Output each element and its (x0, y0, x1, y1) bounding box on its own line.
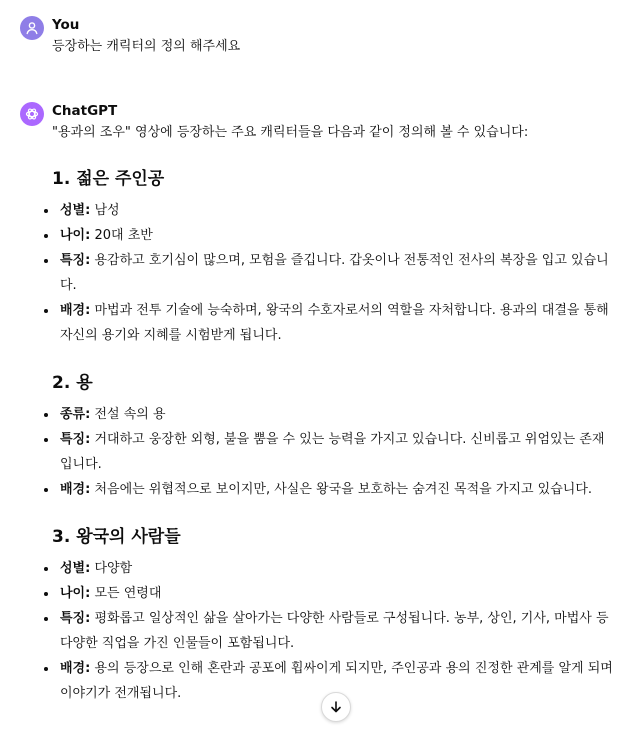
scroll-to-bottom-button[interactable] (321, 692, 351, 722)
arrow-down-icon (329, 700, 343, 714)
attribute-key: 특징: (60, 253, 91, 268)
user-message-text: 등장하는 캐릭터의 정의 해주세요 (52, 39, 241, 54)
user-avatar (20, 16, 44, 40)
assistant-author-name: ChatGPT (52, 103, 118, 119)
attribute-value: 평화롭고 일상적인 삶을 살아가는 다양한 사람들로 구성됩니다. 농부, 상인, 기사, 마법사 등 다양한 직업을 가진 인물들이 포함됩니다. (60, 611, 609, 651)
list-item (52, 248, 614, 298)
assistant-avatar (20, 102, 44, 126)
list-item (52, 198, 614, 223)
attribute-value: 남성 (90, 203, 120, 218)
attribute-key: 특징: (60, 432, 91, 447)
section-heading: 1. 젊은 주인공 (52, 169, 165, 189)
attribute-value: 20대 초반 (90, 228, 153, 243)
assistant-message (20, 102, 614, 732)
attribute-value: 전설 속의 용 (90, 407, 166, 422)
openai-logo-icon (24, 106, 40, 122)
attribute-value: 처음에는 위협적으로 보이지만, 사실은 왕국을 보호하는 숨겨진 목적을 가지고 있습니다. (90, 482, 593, 497)
attribute-value: 마법과 전투 기술에 능숙하며, 왕국의 수호자로서의 역할을 자처합니다. 용과의 대결을 통해 자신의 용기와 지혜를 시험받게 됩니다. (60, 303, 609, 343)
list-item (52, 298, 614, 348)
section-young-protagonist (52, 166, 614, 348)
user-message (20, 16, 614, 66)
attribute-key: 특징: (60, 611, 91, 626)
list-item (52, 477, 614, 502)
list-item (52, 427, 614, 477)
attribute-key: 성별: (60, 203, 91, 218)
attribute-key: 배경: (60, 482, 91, 497)
list-item (52, 223, 614, 248)
section-dragon (52, 370, 614, 502)
attribute-list (52, 556, 614, 706)
attribute-key: 배경: (60, 661, 91, 676)
list-item (52, 402, 614, 427)
section-kingdom-people (52, 524, 614, 706)
attribute-value: 용감하고 호기심이 많으며, 모험을 즐깁니다. 갑옷이나 전통적인 전사의 복장을 입고 있습니다. (60, 253, 609, 293)
attribute-list (52, 402, 614, 502)
attribute-value: 다양함 (90, 561, 133, 576)
list-item (52, 606, 614, 656)
intro-text: "용과의 조우" 영상에 등장하는 주요 캐릭터들을 다음과 같이 정의해 볼 수 있습니다: (52, 125, 529, 140)
list-item (52, 556, 614, 581)
list-item (52, 581, 614, 606)
attribute-key: 성별: (60, 561, 91, 576)
user-icon (24, 20, 40, 36)
attribute-value: 용의 등장으로 인해 혼란과 공포에 휩싸이게 되지만, 주인공과 용의 진정한 관계를 알게 되며 이야기가 전개됩니다. (60, 661, 613, 701)
attribute-list (52, 198, 614, 348)
attribute-key: 종류: (60, 407, 91, 422)
attribute-key: 나이: (60, 228, 91, 243)
attribute-value: 거대하고 웅장한 외형, 불을 뿜을 수 있는 능력을 가지고 있습니다. 신비롭고 위엄있는 존재입니다. (60, 432, 605, 472)
user-author-name: You (52, 17, 80, 33)
attribute-key: 나이: (60, 586, 91, 601)
section-heading: 2. 용 (52, 373, 93, 393)
attribute-value: 모든 연령대 (90, 586, 162, 601)
attribute-key: 배경: (60, 303, 91, 318)
assistant-message-body (52, 122, 614, 706)
section-heading: 3. 왕국의 사람들 (52, 527, 181, 547)
